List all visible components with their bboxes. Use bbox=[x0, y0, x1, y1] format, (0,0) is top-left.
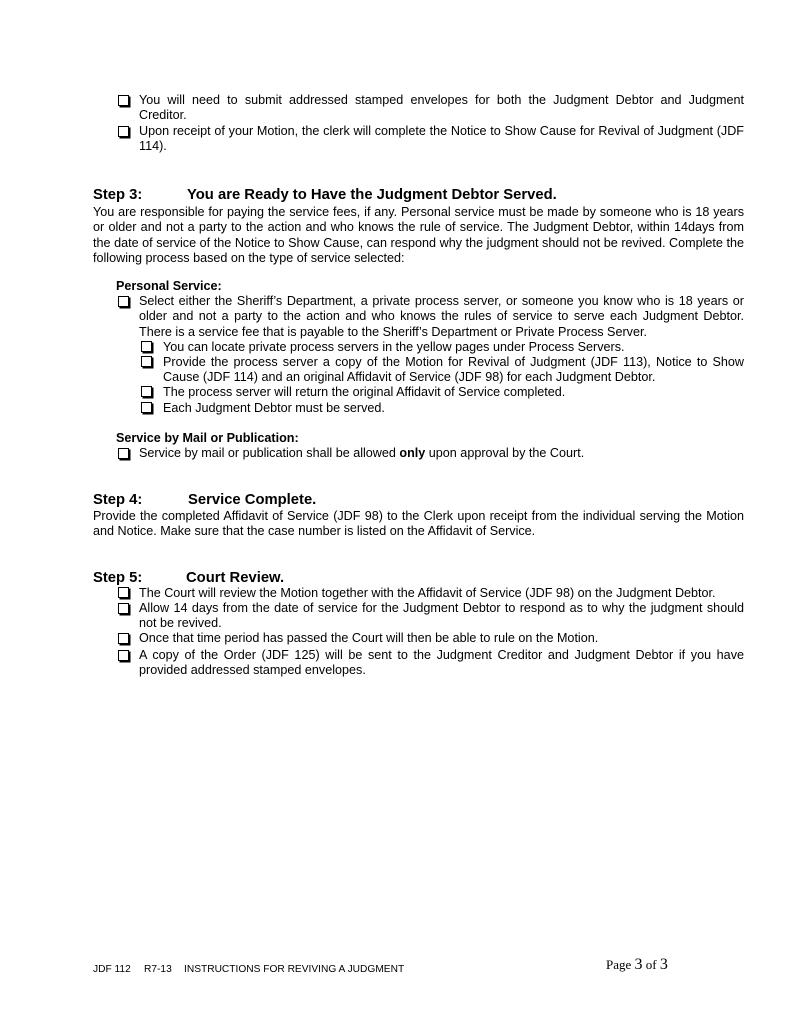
checkbox-icon bbox=[118, 448, 129, 459]
checkbox-icon bbox=[118, 633, 129, 644]
page-word: Page bbox=[606, 957, 632, 972]
mail-item-before: Service by mail or publication shall be allowed bbox=[139, 446, 400, 460]
step3-title: You are Ready to Have the Judgment Debtor Served. bbox=[187, 187, 557, 203]
checkbox-icon bbox=[141, 356, 152, 367]
intro-item bbox=[118, 93, 744, 124]
page-total: 3 bbox=[659, 956, 668, 973]
step5-label: Step 5: bbox=[93, 570, 143, 586]
checkbox-icon bbox=[118, 587, 129, 598]
personal-service-heading: Personal Service: bbox=[116, 279, 222, 293]
page-of: of bbox=[645, 957, 657, 972]
personal-subitem-text: The process server will return the original Affidavit of Service completed. bbox=[163, 385, 566, 399]
step4-label: Step 4: bbox=[93, 492, 143, 508]
intro-item bbox=[118, 124, 744, 155]
intro-item-text: You will need to submit addressed stamped envelopes for both the Judgment Debtor and Judgment Creditor. bbox=[139, 93, 744, 123]
step4-body: Provide the completed Affidavit of Service (JDF 98) to the Clerk upon receipt from the individual serving the Motion and Notice. Make sure that the case number is listed on the Affidavit of Service. bbox=[93, 509, 744, 539]
personal-service-item-text: Select either the Sheriff’s Department, a private process server, or someone you know who is 18 years or older and not a party to the action and who knows the rules of service to serve each Judgment Debtor. There is a service fee that is payable to the Sheriff’s Department or Private Process Server. bbox=[139, 294, 744, 339]
checkbox-icon bbox=[141, 386, 152, 397]
mail-item-after: upon approval by the Court. bbox=[425, 446, 585, 460]
mail-service-item bbox=[118, 446, 744, 461]
step5-item-text: Once that time period has passed the Court will then be able to rule on the Motion. bbox=[139, 631, 599, 645]
personal-service-item bbox=[118, 294, 744, 340]
page-number bbox=[606, 957, 668, 972]
checkbox-icon bbox=[141, 341, 152, 352]
checkbox-icon bbox=[118, 296, 129, 307]
mail-item-bold: only bbox=[399, 446, 426, 460]
step5-item-text: A copy of the Order (JDF 125) will be sent to the Judgment Creditor and Judgment Debtor if you have provided addressed stamped envelopes. bbox=[139, 648, 744, 678]
step3-body: You are responsible for paying the service fees, if any. Personal service must be made by someone who is 18 years or older and not a party to the action and who knows the rule of service. The Judgment Debtor, within 14days from the date of service of the Notice to Show Cause, can respond why the judgment should not be revived. Complete the following process based on the type of service selected: bbox=[93, 205, 744, 265]
mail-service-heading: Service by Mail or Publication: bbox=[116, 431, 299, 445]
checkbox-icon bbox=[118, 95, 129, 106]
step3-label: Step 3: bbox=[93, 187, 143, 203]
personal-subitem-text: You can locate private process servers in the yellow pages under Process Servers. bbox=[163, 340, 625, 354]
checkbox-icon bbox=[118, 603, 129, 614]
step5-item-text: Allow 14 days from the date of service for the Judgment Debtor to respond as to why the judgment should not be revived. bbox=[139, 601, 744, 631]
personal-subitem-text: Provide the process server a copy of the Motion for Revival of Judgment (JDF 113), Notice to Show Cause (JDF 114) and an original Affidavit of Service (JDF 98) for each Judgment Debtor. bbox=[163, 355, 744, 385]
step3-heading bbox=[93, 187, 142, 204]
checkbox-icon bbox=[118, 126, 129, 137]
personal-subitem bbox=[141, 355, 744, 386]
checkbox-icon bbox=[141, 402, 152, 413]
step5-item-text: The Court will review the Motion together with the Affidavit of Service (JDF 98) on the Judgment Debtor. bbox=[139, 586, 716, 600]
page-current: 3 bbox=[634, 956, 643, 973]
personal-subitem-text: Each Judgment Debtor must be served. bbox=[163, 401, 385, 415]
step5-item bbox=[118, 601, 744, 632]
footer-doc-title: INSTRUCTIONS FOR REVIVING A JUDGMENT bbox=[184, 964, 405, 975]
intro-item-text: Upon receipt of your Motion, the clerk will complete the Notice to Show Cause for Revival of Judgment (JDF 114). bbox=[139, 124, 744, 154]
step5-item bbox=[118, 631, 744, 646]
personal-subitem bbox=[141, 401, 744, 416]
personal-subitem bbox=[141, 385, 744, 400]
step5-item bbox=[118, 648, 744, 679]
step5-title: Court Review. bbox=[186, 570, 285, 586]
personal-subitem bbox=[141, 340, 744, 355]
step4-title: Service Complete. bbox=[188, 492, 317, 508]
checkbox-icon bbox=[118, 650, 129, 661]
step5-item bbox=[118, 586, 744, 601]
footer-form-id: JDF 112 bbox=[93, 964, 131, 975]
footer-revision: R7-13 bbox=[144, 964, 172, 975]
mail-service-item-text bbox=[139, 446, 744, 461]
